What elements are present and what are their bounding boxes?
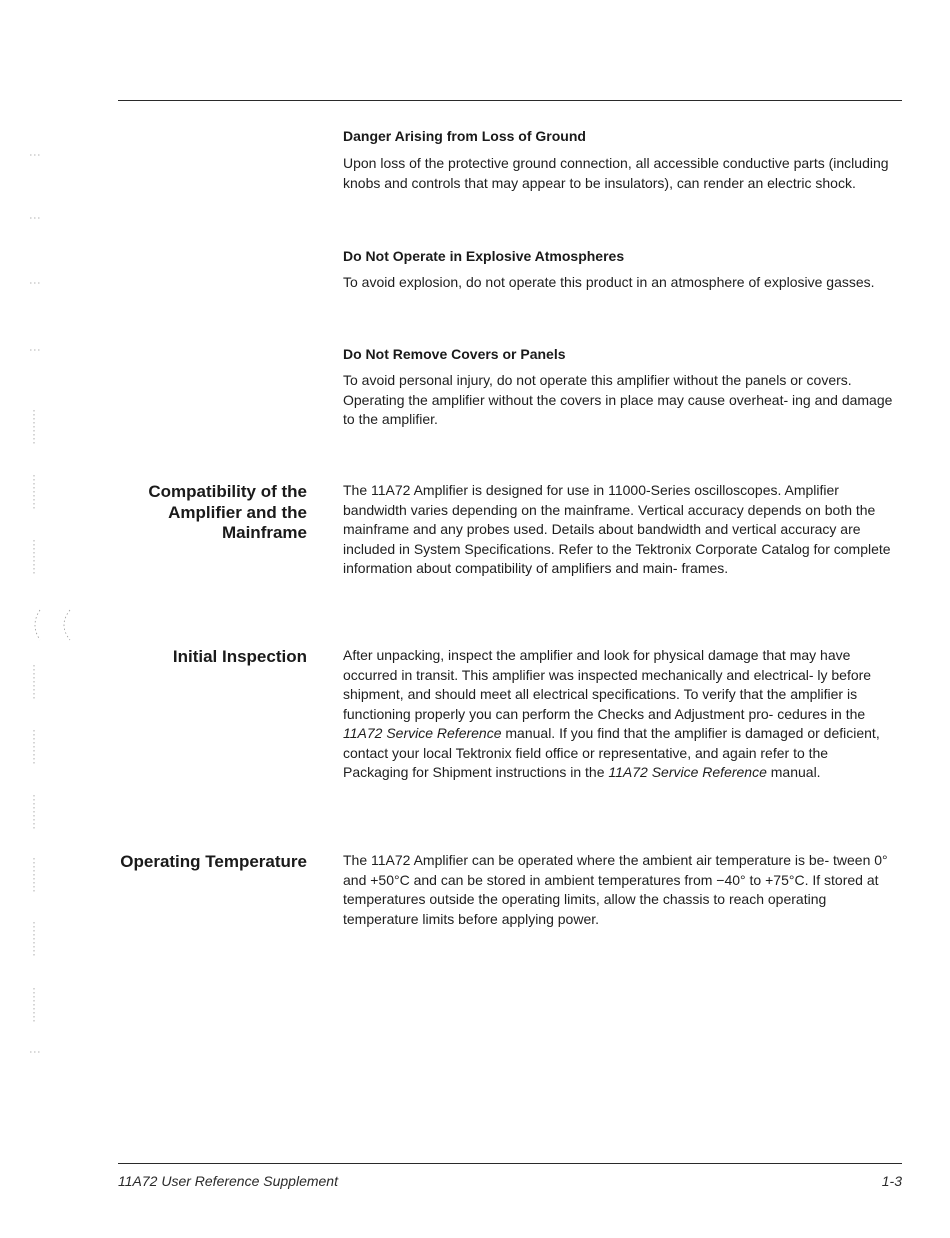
covers-body: To avoid personal injury, do not operate this amplifier without the panels or covers. Operating the amplifier without the covers in place may cause overheat- ing and damage to the amplifier.	[343, 372, 893, 427]
footer-document-title: 11A72 User Reference Supplement	[118, 1173, 338, 1189]
compatibility-body: The 11A72 Amplifier is designed for use in 11000-Series oscilloscopes. Amplifier bandwidth varies depending on the mainframe. Vertical accuracy depends on both the mainframe and any probes used. Details about bandwidth and vertical accuracy are included in System Specifications. Refer to the Tektronix Corporate Catalog for complete information about compatibility of amplifiers and main- frames.	[343, 482, 891, 576]
danger-ground-heading: Danger Arising from Loss of Ground	[343, 128, 586, 144]
temperature-body: The 11A72 Amplifier can be operated where the ambient air temperature is be- tween 0° and +50°C and can be stored in ambient temperatures from −40° to +75°C. If stored at temperatures outside the operating limits, allow the chassis to reach operating temperature limits before applying power.	[343, 852, 888, 927]
temperature-heading: Operating Temperature	[120, 852, 307, 871]
inspection-heading: Initial Inspection	[172, 647, 307, 666]
inspection-body	[343, 646, 895, 783]
covers-heading: Do Not Remove Covers or Panels	[343, 346, 566, 362]
compatibility-heading: Compatibility of the Amplifier and the Mainframe	[148, 482, 307, 542]
explosive-body: To avoid explosion, do not operate this product in an atmosphere of explosive gasses.	[343, 274, 875, 290]
footer-page-number: 1-3	[881, 1173, 902, 1189]
explosive-heading: Do Not Operate in Explosive Atmospheres	[343, 248, 625, 264]
inspection-body-part1: After unpacking, inspect the amplifier and look for physical damage that may have occurred in transit. This amplifier was inspected mechanically and electrical- ly before shipment, and should meet all electrical specifications. To verify that the amplifier is functioning properly you can perform the Checks and Adjustment pro- cedures in the	[343, 647, 872, 722]
scan-edge-marks	[0, 0, 90, 1238]
service-reference-title-1: 11A72 Service Reference	[343, 725, 502, 741]
danger-ground-body: Upon loss of the protective ground connection, all accessible conductive parts (including knobs and controls that may appear to be insulators), can render an electric shock.	[343, 155, 889, 191]
inspection-body-part3: manual.	[766, 764, 821, 780]
inspection-body-part2: manual. If you find that the amplifier is damaged or deficient, contact your local Tektronix field office or representative, and again refer to the Packaging for Shipment instructions in the	[343, 725, 880, 780]
bottom-divider	[118, 1163, 902, 1164]
top-divider	[118, 100, 902, 101]
service-reference-title-2: 11A72 Service Reference	[608, 764, 767, 780]
